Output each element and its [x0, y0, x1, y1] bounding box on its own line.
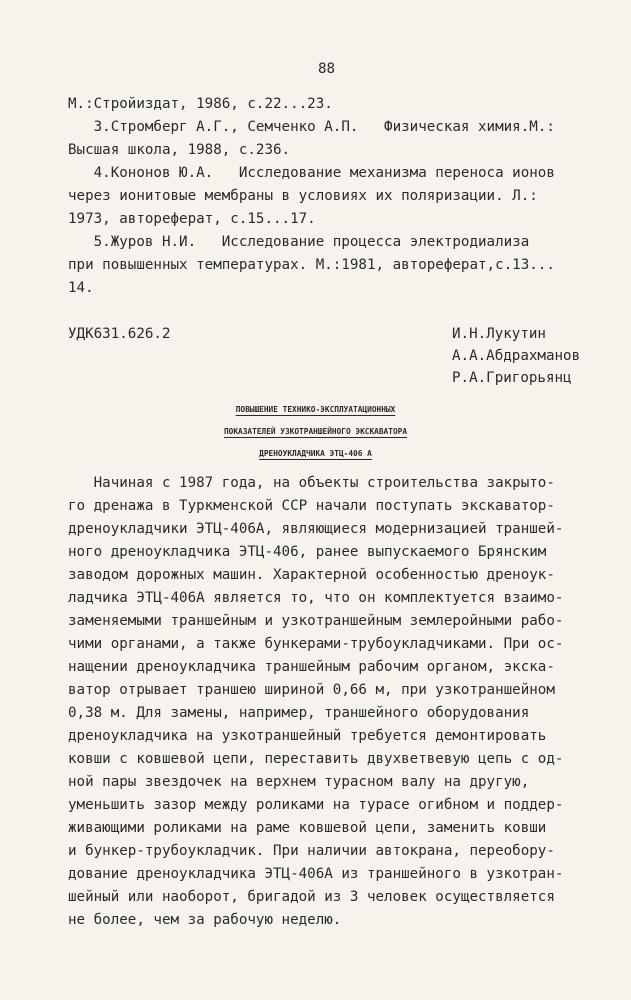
- body-text-line: уменьшить зазор между роликами на турасе огибном и поддер-: [68, 797, 564, 813]
- article-title-line: ПОВЫШЕНИЕ ТЕХНИКО-ЭКСПЛУАТАЦИОННЫХ: [235, 405, 396, 414]
- body-text-line: и бункер-трубоукладчик. При наличии автокрана, переобору-: [68, 843, 555, 859]
- reference-line: 5.Журов Н.И. Исследование процесса электродиализа: [68, 234, 530, 250]
- body-text-line: ватор отрывает траншею шириной 0,66 м, при узкотраншейном: [68, 682, 555, 698]
- body-text-line: го дренажа в Туркменской ССР начали поступать экскаватор-: [68, 498, 555, 514]
- reference-line: 1973, автореферат, с.15...17.: [68, 211, 316, 227]
- page-number: 88: [318, 61, 336, 77]
- body-text-line: живающими роликами на раме ковшевой цепи, заменить ковши: [68, 820, 547, 836]
- reference-line: Высшая школа, 1988, с.236.: [68, 142, 291, 158]
- body-text-line: ковши с ковшевой цепи, переставить двухветвевую цепь с од-: [68, 751, 564, 767]
- body-text-line: ного дреноукладчика ЭТЦ-406, ранее выпускаемого Брянским: [68, 544, 547, 560]
- article-title-line: ПОКАЗАТЕЛЕЙ УЗКОТРАНШЕЙНОГО ЭКСКАВАТОРА: [223, 427, 408, 436]
- body-text-line: дование дреноукладчика ЭТЦ-406А из траншейного в узкотран-: [68, 866, 564, 882]
- udk-code: УДК631.626.2: [68, 326, 171, 342]
- reference-line: через ионитовые мембраны в условиях их поляризации. Л.:: [68, 188, 538, 204]
- reference-line: М.:Стройиздат, 1986, с.22...23.: [68, 96, 333, 112]
- author-name: И.Н.Лукутин: [452, 326, 546, 342]
- body-text-line: 0,38 м. Для замены, например, траншейного оборудования: [68, 705, 530, 721]
- body-text-line: чими органами, а также бункерами-трубоукладчиками. При ос-: [68, 636, 564, 652]
- reference-line: 3.Стромберг А.Г., Семченко А.П. Физическая химия.М.:: [68, 119, 555, 135]
- reference-line: 4.Кононов Ю.А. Исследование механизма переноса ионов: [68, 165, 555, 181]
- reference-line: 14.: [68, 280, 94, 296]
- body-text-line: Начиная с 1987 года, на объекты строительства закрыто-: [68, 475, 555, 491]
- author-name: А.А.Абдрахманов: [452, 348, 581, 364]
- article-title-line: ДРЕНОУКЛАДЧИКА ЭТЦ-406 А: [259, 449, 372, 458]
- body-text-line: не более, чем за рабочую неделю.: [68, 912, 342, 928]
- body-text-line: дреноукладчики ЭТЦ-406А, являющиеся модернизацией траншей-: [68, 521, 564, 537]
- body-text-line: шейный или наоборот, бригадой из 3 человек осуществляется: [68, 889, 555, 905]
- body-text-line: заменяемыми траншейным и узкотраншейным землеройными рабо-: [68, 613, 564, 629]
- body-text-line: ной пары звездочек на верхнем турасном валу на другую,: [68, 774, 530, 790]
- body-text-line: дреноукладчика на узкотраншейный требуется демонтировать: [68, 728, 547, 744]
- body-text-line: ладчика ЭТЦ-406А является то, что он комплектуется взаимо-: [68, 590, 564, 606]
- reference-line: при повышенных температурах. М.:1981, автореферат,с.13...: [68, 257, 555, 273]
- author-name: Р.А.Григорьянц: [452, 370, 572, 386]
- body-text-line: заводом дорожных машин. Характерной особенностью дреноук-: [68, 567, 555, 583]
- body-text-line: нащении дреноукладчика траншейным рабочим органом, экска-: [68, 659, 555, 675]
